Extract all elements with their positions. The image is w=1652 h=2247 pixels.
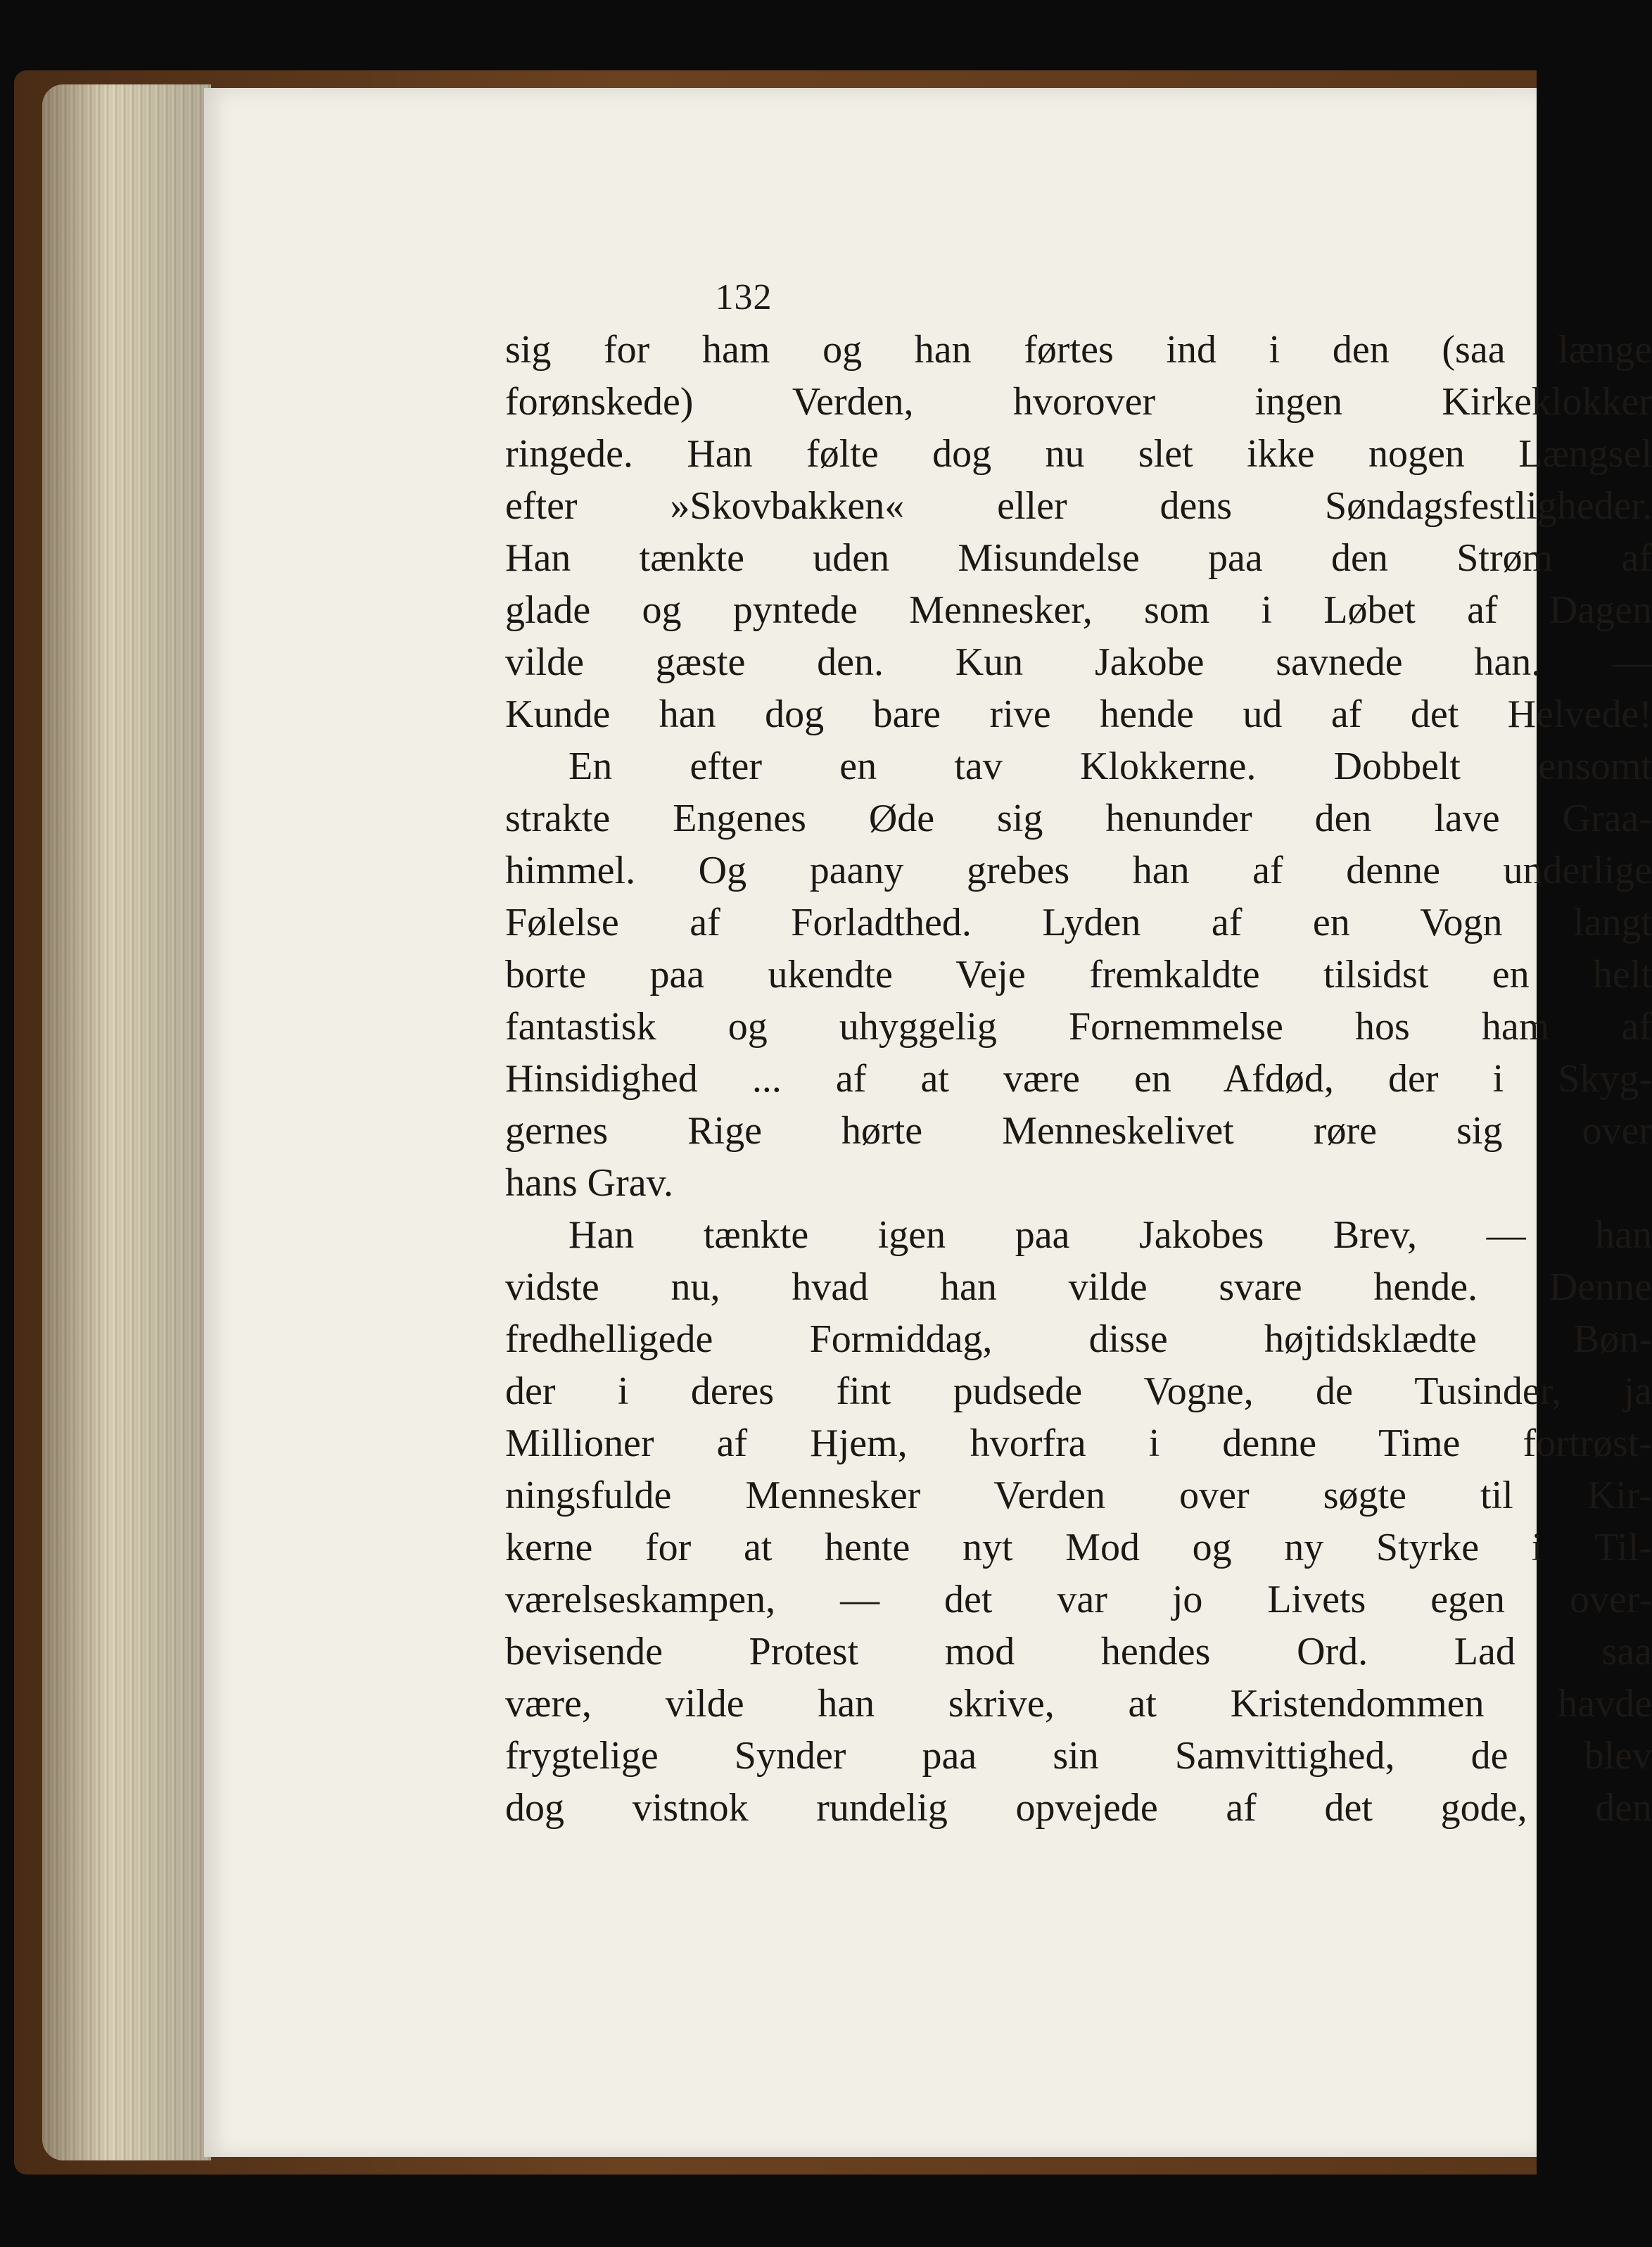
text-line: kerne for at hente nyt Mod og ny Styrke i Til- — [505, 1526, 1652, 1569]
text-line: borte paa ukendte Veje fremkaldte tilsidst en helt — [505, 953, 1652, 996]
text-line: Følelse af Forladthed. Lyden af en Vogn langt — [505, 901, 1652, 944]
text-line: strakte Engenes Øde sig henunder den lave Graa- — [505, 797, 1652, 840]
text-line: Hinsidighed ... af at være en Afdød, der i Skyg- — [505, 1057, 1652, 1101]
text-line: fredhelligede Formiddag, disse højtidsklædte Bøn- — [505, 1317, 1652, 1361]
text-line: Millioner af Hjem, hvorfra i denne Time fortrøst- — [505, 1422, 1652, 1465]
text-line: vidste nu, hvad han vilde svare hende. Denne — [505, 1265, 1652, 1309]
text-line: Kunde han dog bare rive hende ud af det Helvede! — [505, 692, 1652, 736]
text-line: bevisende Protest mod hendes Ord. Lad saa — [505, 1630, 1652, 1673]
text-line: En efter en tav Klokkerne. Dobbelt ensomt — [568, 745, 1652, 788]
text-line: efter »Skovbakken« eller dens Søndagsfestligheder. — [505, 484, 1652, 528]
text-line: forønskede) Verden, hvorover ingen Kirkeklokker — [505, 380, 1652, 424]
text-line: være, vilde han skrive, at Kristendommen havde — [505, 1682, 1652, 1726]
body-text — [505, 324, 1652, 1834]
text-line: Han tænkte uden Misundelse paa den Strøm af — [505, 536, 1652, 580]
page-edges-shadow — [42, 84, 211, 2160]
text-line: dog vistnok rundelig opvejede af det gode, den — [505, 1786, 1652, 1830]
book-page — [204, 88, 1652, 2157]
text-line: der i deres fint pudsede Vogne, de Tusinder, ja — [505, 1369, 1652, 1413]
text-line: hans Grav. — [505, 1161, 673, 1205]
text-line: værelseskampen, — det var jo Livets egen over- — [505, 1578, 1652, 1621]
text-line: fantastisk og uhyggelig Fornemmelse hos ham af — [505, 1005, 1652, 1049]
page-number: 132 — [715, 277, 773, 317]
text-line: Han tænkte igen paa Jakobes Brev, — han — [568, 1213, 1652, 1257]
text-line: sig for ham og han førtes ind i den (saa længe — [505, 328, 1652, 372]
text-line: frygtelige Synder paa sin Samvittighed, de blev — [505, 1734, 1652, 1778]
text-line: ringede. Han følte dog nu slet ikke nogen Længsel — [505, 432, 1652, 476]
text-line: glade og pyntede Mennesker, som i Løbet af Dagen — [505, 588, 1652, 632]
text-line: gernes Rige hørte Menneskelivet røre sig over — [505, 1109, 1652, 1153]
text-line: ningsfulde Mennesker Verden over søgte til Kir- — [505, 1474, 1652, 1517]
text-line: himmel. Og paany grebes han af denne underlige — [505, 849, 1652, 892]
text-line: vilde gæste den. Kun Jakobe savnede han. — — [505, 640, 1652, 684]
